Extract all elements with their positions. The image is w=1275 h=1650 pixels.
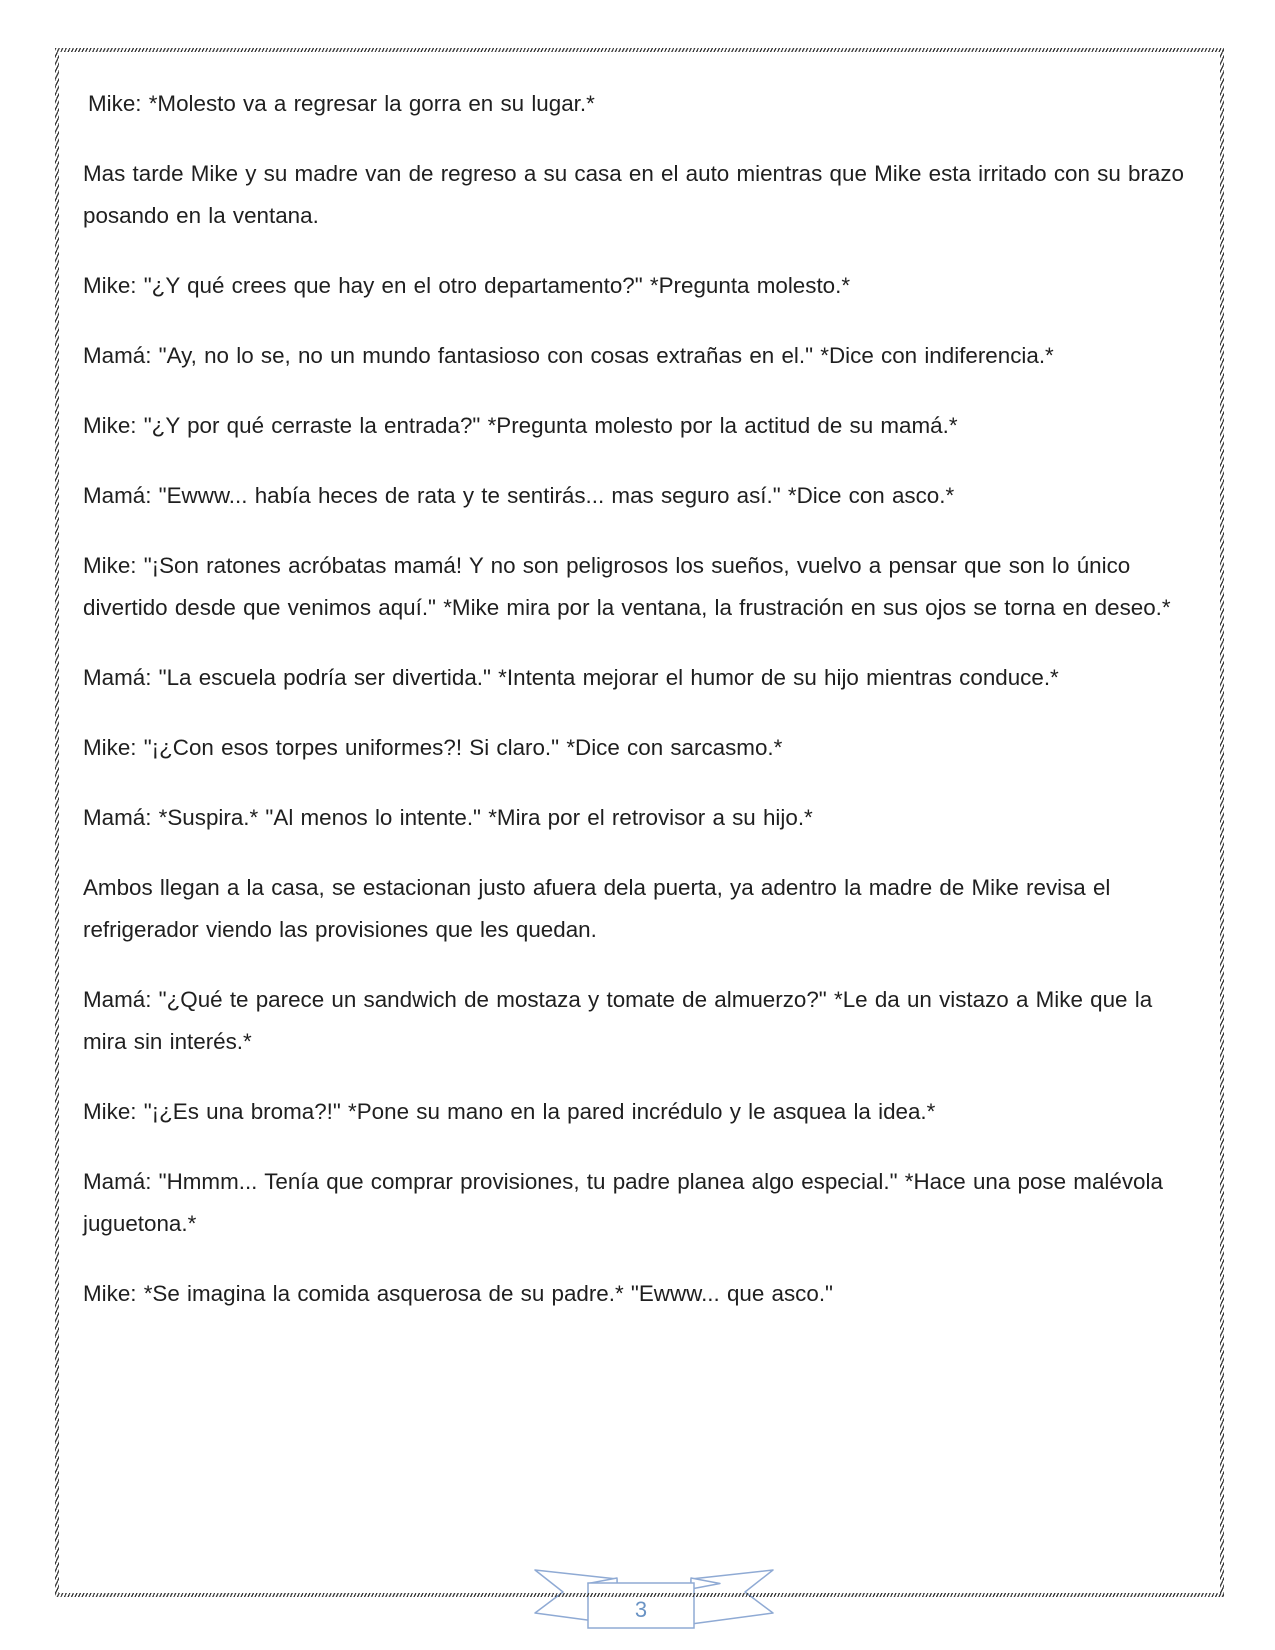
paragraph: Mike: "¿Y por qué cerraste la entrada?" *Pregunta molesto por la actitud de su mamá.* [83, 413, 958, 438]
paragraph: Mike: "¡Son ratones acróbatas mamá! Y no son peligrosos los sueños, vuelvo a pensar que son lo único divertido desde que venimos aquí." *Mike mira por la ventana, la frustración en sus ojos se torna en deseo.* [83, 553, 1171, 620]
paragraph: Mike: *Se imagina la comida asquerosa de su padre.* "Ewww... que asco." [83, 1281, 833, 1306]
page-number-ribbon [533, 1567, 775, 1633]
page-number: 3 [634, 1597, 648, 1622]
paragraph: Ambos llegan a la casa, se estacionan justo afuera dela puerta, ya adentro la madre de Mike revisa el refrigerador viendo las provisiones que les quedan. [83, 875, 1111, 942]
paragraph: Mamá: "Ewww... había heces de rata y te sentirás... mas seguro así." *Dice con asco.* [83, 483, 955, 508]
page-content [59, 52, 1220, 1593]
paragraph: Mike: *Molesto va a regresar la gorra en su lugar.* [88, 91, 595, 116]
paragraph: Mike: "¡¿Es una broma?!" *Pone su mano en la pared incrédulo y le asquea la idea.* [83, 1099, 936, 1124]
paragraph: Mas tarde Mike y su madre van de regreso a su casa en el auto mientras que Mike esta irritado con su brazo posando en la ventana. [83, 161, 1185, 228]
paragraph: Mamá: "Ay, no lo se, no un mundo fantasioso con cosas extrañas en el." *Dice con indiferencia.* [83, 343, 1054, 368]
paragraph: Mamá: "Hmmm... Tenía que comprar provisiones, tu padre planea algo especial." *Hace una pose malévola juguetona.* [83, 1169, 1163, 1236]
paragraph: Mamá: "La escuela podría ser divertida." *Intenta mejorar el humor de su hijo mientras conduce.* [83, 665, 1059, 690]
paragraph: Mamá: *Suspira.* "Al menos lo intente." *Mira por el retrovisor a su hijo.* [83, 805, 813, 830]
paragraph: Mike: "¿Y qué crees que hay en el otro departamento?" *Pregunta molesto.* [83, 273, 851, 298]
paragraph: Mamá: "¿Qué te parece un sandwich de mostaza y tomate de almuerzo?" *Le da un vistazo a Mike que la mira sin interés.* [83, 987, 1153, 1054]
border-right [1220, 48, 1224, 1597]
paragraph: Mike: "¡¿Con esos torpes uniformes?! Si claro." *Dice con sarcasmo.* [83, 735, 783, 760]
ribbon-banner-icon [533, 1567, 775, 1633]
